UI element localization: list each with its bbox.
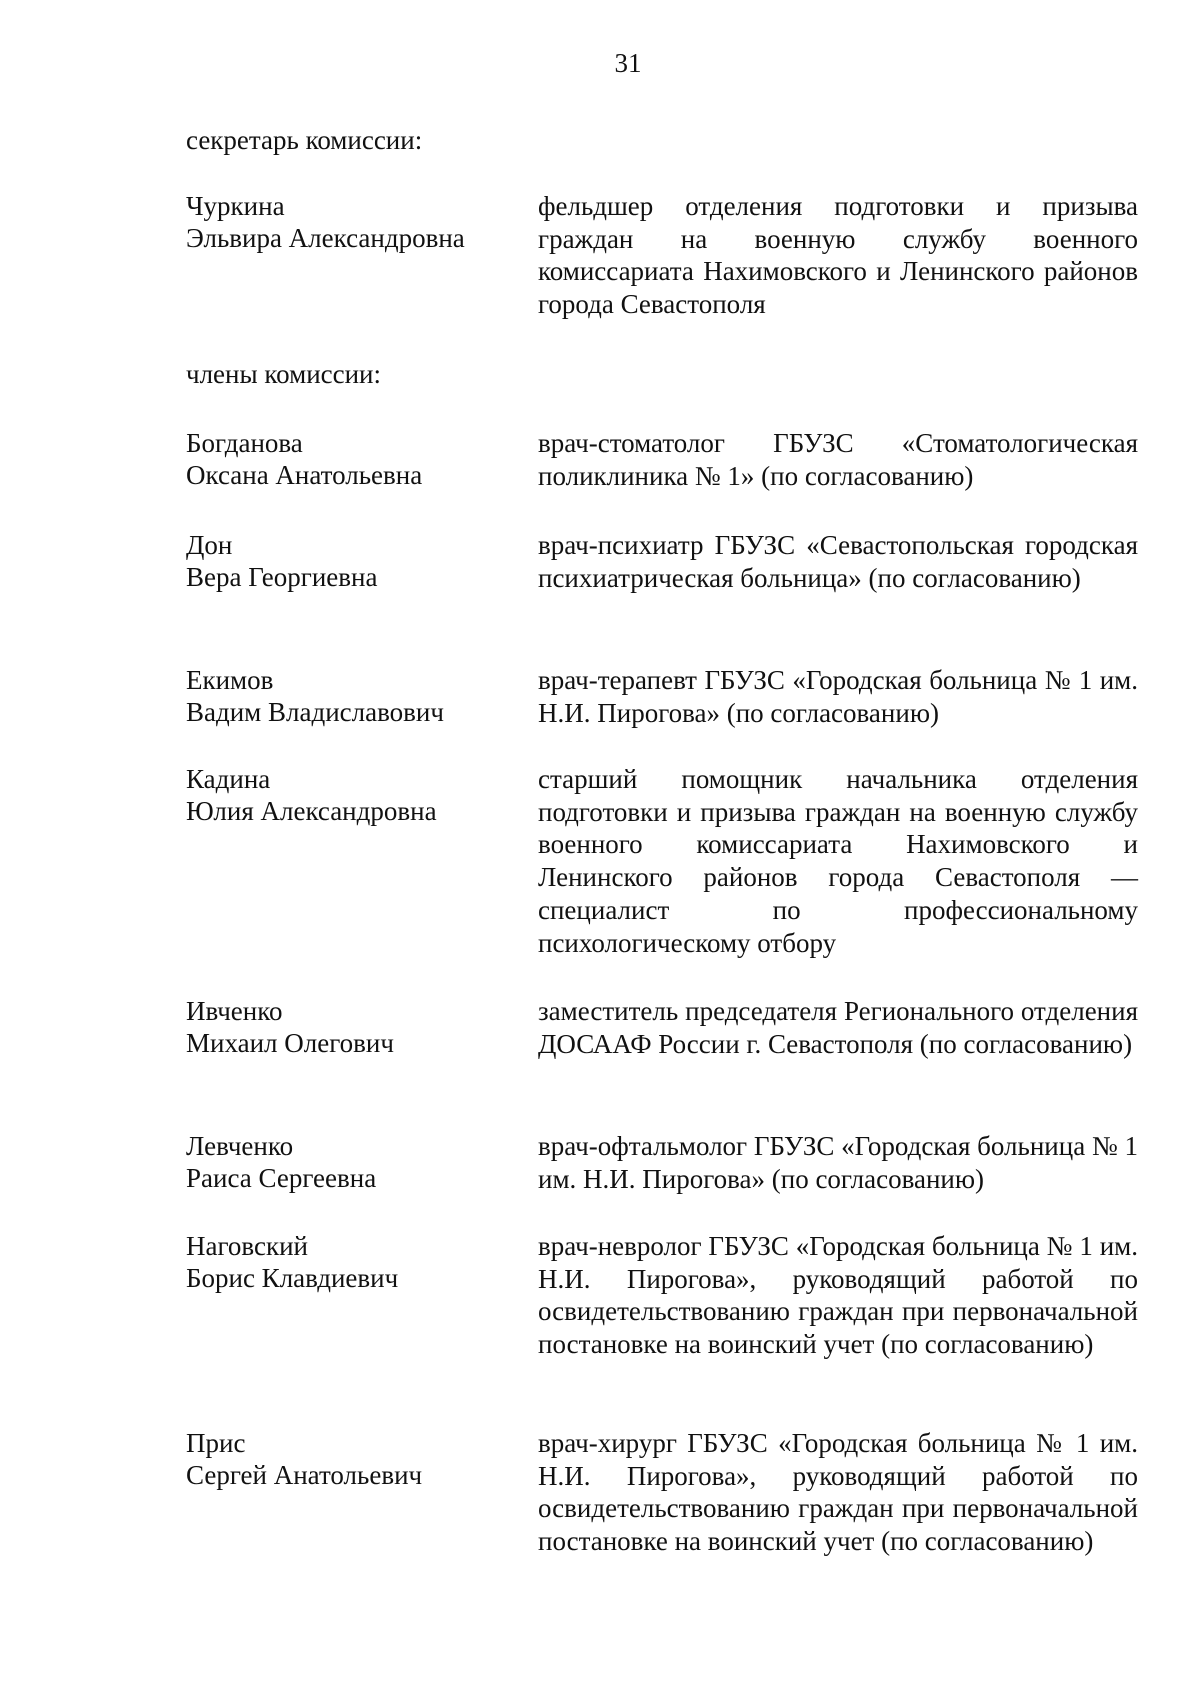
person-surname: Ивченко xyxy=(186,996,283,1026)
person-role: врач-хирург ГБУЗС «Городская больница № 1 им. Н.И. Пирогова», руководящий работой по освидетельствованию граждан при первоначальной постановке на воинский учет (по согласованию) xyxy=(538,1428,1138,1557)
person-surname: Левченко xyxy=(186,1131,294,1161)
person-surname: Наговский xyxy=(186,1231,308,1261)
person-given-name: Оксана Анатольевна xyxy=(186,460,423,490)
person-role: врач-стоматолог ГБУЗС «Стоматологическая поликлиника № 1» (по согласованию) xyxy=(538,428,1138,491)
person-name xyxy=(186,529,516,593)
members-heading: члены комиссии: xyxy=(186,359,382,389)
person-role: фельдшер отделения подготовки и призыва граждан на военную службу военного комиссариата Нахимовского и Ленинского районов города Севастополя xyxy=(538,191,1138,320)
person-role: врач-невролог ГБУЗС «Городская больница № 1 им. Н.И. Пирогова», руководящий работой по освидетельствованию граждан при первоначальной постановке на воинский учет (по согласованию) xyxy=(538,1231,1138,1360)
person-given-name: Михаил Олегович xyxy=(186,1028,394,1058)
person-role: врач-офтальмолог ГБУЗС «Городская больница № 1 им. Н.И. Пирогова» (по согласованию) xyxy=(538,1131,1138,1194)
person-given-name: Раиса Сергеевна xyxy=(186,1163,377,1193)
person-given-name: Сергей Анатольевич xyxy=(186,1460,423,1490)
person-surname: Екимов xyxy=(186,665,274,695)
person-name xyxy=(186,664,516,728)
person-name xyxy=(186,427,516,491)
person-name xyxy=(186,1130,516,1194)
person-given-name: Борис Клавдиевич xyxy=(186,1263,399,1293)
person-role: старший помощник начальника отделения подготовки и призыва граждан на военную службу военного комиссариата Нахимовского и Ленинского районов города Севастополя — специалист по профессиональному психологическому отбору xyxy=(538,764,1138,958)
person-given-name: Эльвира Александровна xyxy=(186,223,465,253)
person-surname: Чуркина xyxy=(186,191,285,221)
person-name xyxy=(186,1230,516,1294)
person-given-name: Вера Георгиевна xyxy=(186,562,378,592)
person-name xyxy=(186,190,516,254)
person-surname: Кадина xyxy=(186,764,271,794)
person-role: врач-психиатр ГБУЗС «Севастопольская городская психиатрическая больница» (по согласованию) xyxy=(538,530,1138,593)
person-given-name: Юлия Александровна xyxy=(186,796,437,826)
person-surname: Дон xyxy=(186,530,233,560)
secretary-heading: секретарь комиссии: xyxy=(186,125,423,155)
person-name xyxy=(186,995,516,1059)
person-name xyxy=(186,763,516,827)
person-role: врач-терапевт ГБУЗС «Городская больница № 1 им. Н.И. Пирогова» (по согласованию) xyxy=(538,665,1138,728)
page-number: 31 xyxy=(614,48,642,78)
person-name xyxy=(186,1427,516,1491)
person-role: заместитель председателя Регионального отделения ДОСААФ России г. Севастополя (по согласованию) xyxy=(538,996,1138,1059)
person-surname: Богданова xyxy=(186,428,303,458)
person-given-name: Вадим Владиславович xyxy=(186,697,444,727)
person-surname: Прис xyxy=(186,1428,246,1458)
